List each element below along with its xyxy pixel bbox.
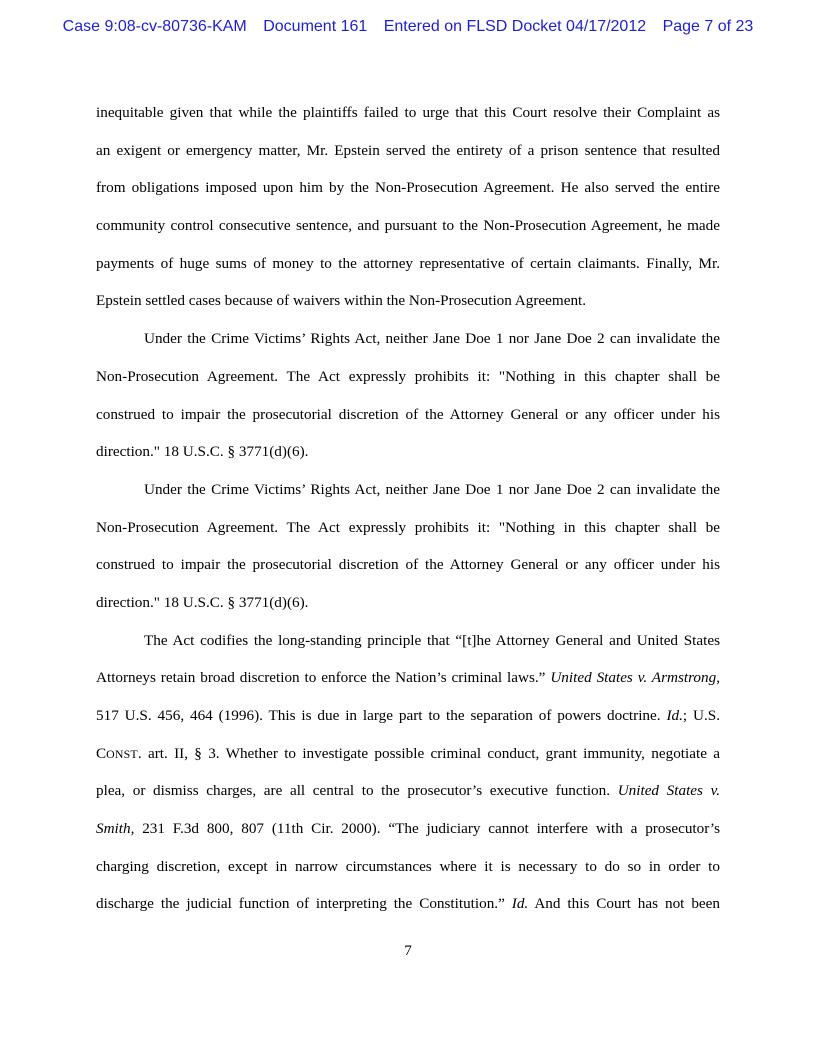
- small-caps-text: ONST: [106, 746, 138, 761]
- text-line: from obligations imposed upon him by the Non-Prosecution Agreement. He also served the entire: [96, 179, 720, 197]
- text-line: Non-Prosecution Agreement. The Act expressly prohibits it: "Nothing in this chapter shall be: [96, 367, 720, 385]
- text-run: ; U.S.: [682, 707, 720, 724]
- text-run: Attorneys retain broad discretion to enforce the Nation’s criminal laws.”: [96, 669, 546, 687]
- text-line: payments of huge sums of money to the attorney representative of certain claimants. Finally, Mr.: [96, 254, 720, 272]
- text-line: construed to impair the prosecutorial discretion of the Attorney General or any officer under his: [96, 556, 720, 574]
- text-run: ,: [716, 669, 720, 687]
- text-line: direction." 18 U.S.C. § 3771(d)(6).: [96, 443, 309, 461]
- text-line: Under the Crime Victims’ Rights Act, neither Jane Doe 1 nor Jane Doe 2 can invalidate the: [144, 480, 720, 498]
- text-run: And this Court has not been: [534, 895, 720, 913]
- text-line: [96, 810, 720, 848]
- text-line: construed to impair the prosecutorial discretion of the Attorney General or any officer under his: [96, 405, 720, 423]
- document-body: [96, 94, 720, 923]
- case-citation: Id.: [666, 707, 683, 724]
- text-line: [96, 697, 720, 735]
- text-line: Under the Crime Victims’ Rights Act, neither Jane Doe 1 nor Jane Doe 2 can invalidate the: [144, 330, 720, 348]
- case-citation: United States v.: [617, 782, 720, 800]
- small-caps-initial: C: [96, 744, 107, 762]
- document-number: Document 161: [263, 18, 368, 35]
- text-line: inequitable given that while the plaintiffs failed to urge that this Court resolve their Complaint as: [96, 104, 720, 121]
- text-run: plea, or dismiss charges, are all central to the prosecutor’s executive function.: [96, 782, 611, 800]
- text-run: , 231 F.3d 800, 807 (11th Cir. 2000). “The judiciary cannot interfere with a prosecutor’s: [130, 820, 720, 838]
- text-run: . art. II, § 3. Whether to investigate possible criminal conduct, grant immunity, negotiate a: [137, 744, 720, 762]
- text-line: [96, 735, 720, 773]
- page-indicator: Page 7 of 23: [662, 18, 754, 35]
- case-citation: United States v. Armstrong: [550, 669, 717, 687]
- text-line: direction." 18 U.S.C. § 3771(d)(6).: [96, 593, 309, 611]
- docket-header: [0, 16, 816, 38]
- text-run: 517 U.S. 456, 464 (1996). This is due in large part to the separation of powers doctrine.: [96, 707, 661, 724]
- docket-entry: Entered on FLSD Docket 04/17/2012: [383, 18, 647, 35]
- text-run: discharge the judicial function of interpreting the Constitution.”: [96, 895, 505, 913]
- text-line: Non-Prosecution Agreement. The Act expressly prohibits it: "Nothing in this chapter shall be: [96, 518, 720, 536]
- text-line: [96, 885, 720, 923]
- page-number: 7: [404, 942, 412, 959]
- case-citation: Id.: [511, 895, 529, 913]
- case-citation: Smith: [96, 820, 131, 838]
- case-number: Case 9:08-cv-80736-KAM: [62, 18, 247, 35]
- text-line: Epstein settled cases because of waivers within the Non-Prosecution Agreement.: [96, 292, 587, 310]
- text-line: charging discretion, except in narrow circumstances where it is necessary to do so in order to: [96, 857, 720, 875]
- text-line: [96, 772, 720, 810]
- text-line: The Act codifies the long-standing principle that “[t]he Attorney General and United States: [144, 631, 720, 649]
- text-line: community control consecutive sentence, and pursuant to the Non-Prosecution Agreement, he made: [96, 217, 720, 235]
- text-line: [96, 659, 720, 697]
- text-line: an exigent or emergency matter, Mr. Epstein served the entirety of a prison sentence that resulted: [96, 141, 720, 159]
